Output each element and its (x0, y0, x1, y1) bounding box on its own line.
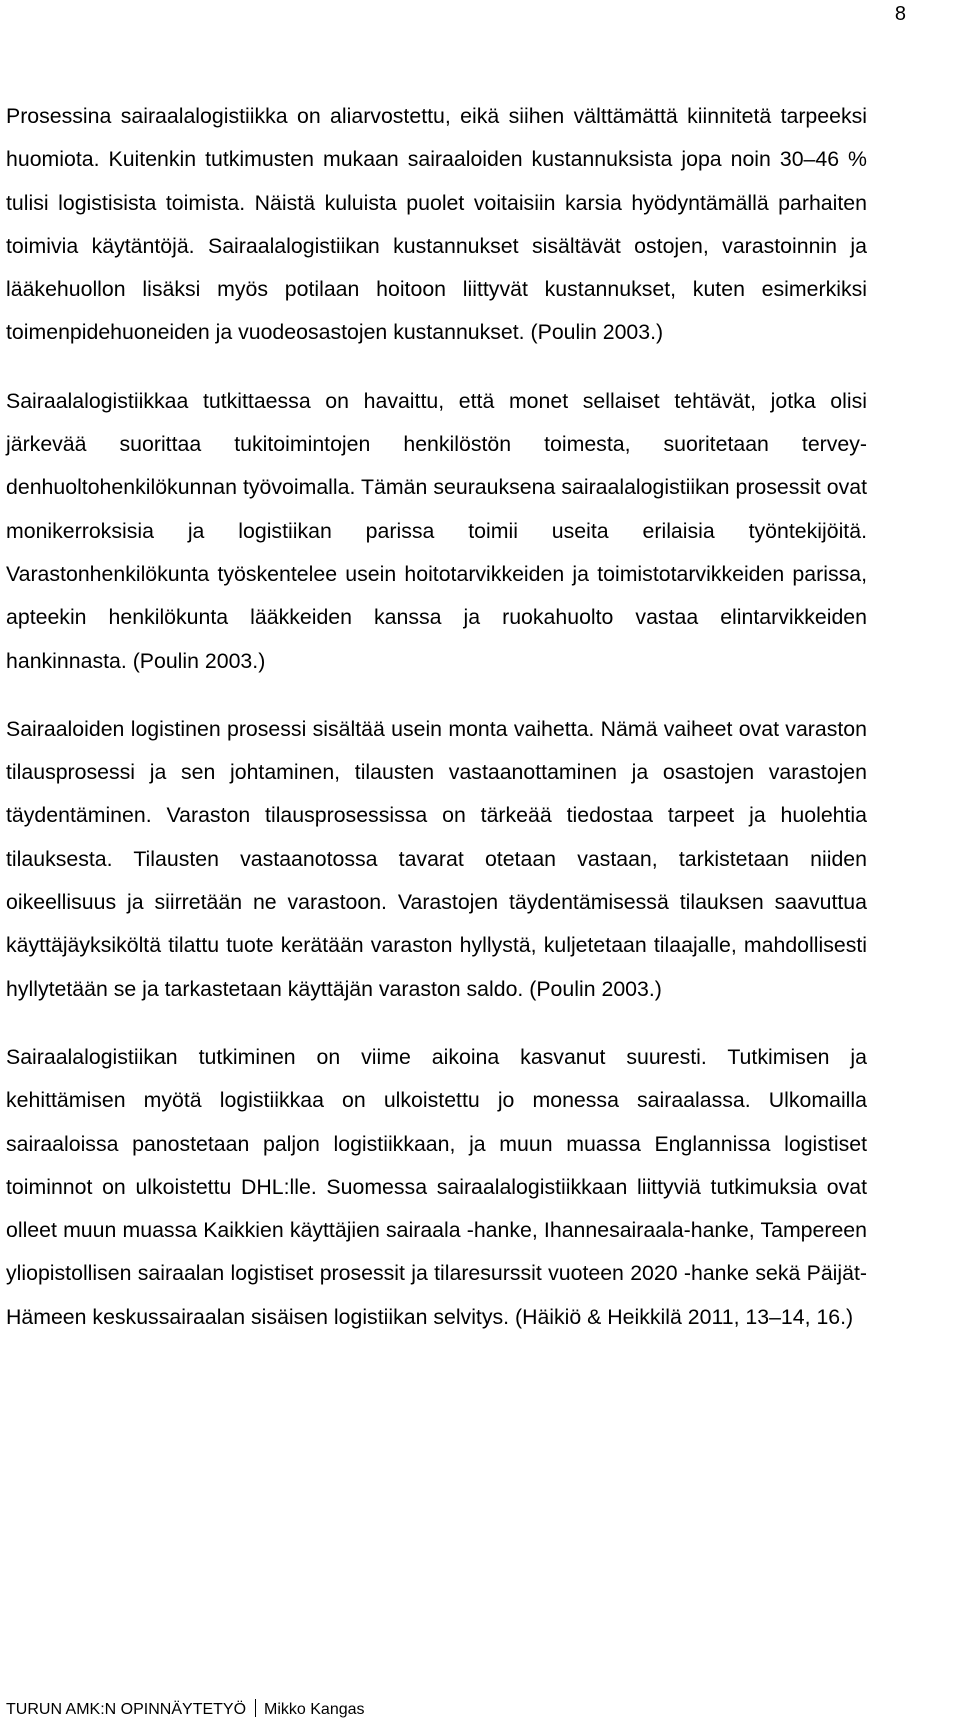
paragraph-3: Sairaaloiden logistinen prosessi sisältää usein monta vaihetta. Nämä vaiheet ovat varaston tilausprosessi ja sen johtaminen, tilausten vastaanottaminen ja osastojen varastojen täydentäminen. Varaston tilausprosessissa on tärkeää tiedostaa tarpeet ja huolehtia tilauksesta. Tilausten vastaanotossa tavarat otetaan vastaan, tarkistetaan niiden oikeellisuus ja siirretään ne varastoon. Varastojen täydentämisessä tilauksen saavuttua käyttäjäyksiköltä tilattu tuote kerätään varaston hyllystä, kuljetetaan tilaajalle, mahdollisesti hyllytetään se ja tarkastetaan käyttäjän varaston saldo. (Poulin 2003.) (6, 716, 867, 1001)
paragraph-2: Sairaalalogistiikkaa tutkittaessa on havaittu, että monet sellaiset tehtävät, jotka olisi järkevää suorittaa tukitoimintojen henkilöstön toimesta, suoritetaan terveydenhuoltohenkilökunnan työvoimalla. Tämän seurauksena sairaalalogistiikan prosessit ovat monikerroksisia ja logistiikan parissa toimii useita erilaisia työntekijöitä. Varastonhenkilökunta työskentelee usein hoitotarvikkeiden ja toimistotarvikkeiden parissa, apteekin henkilökunta lääkkeiden kanssa ja ruokahuolto vastaa elintarvikkeiden hankinnasta. (Poulin 2003.) (6, 388, 867, 673)
page-number: 8 (894, 3, 906, 25)
footer-publication: TURUN AMK:N OPINNÄYTETYÖ (6, 1701, 247, 1718)
page-footer (6, 1699, 365, 1720)
footer-author: Mikko Kangas (264, 1701, 365, 1718)
footer-separator (255, 1699, 256, 1717)
paragraph-1: Prosessina sairaalalogistiikka on aliarvostettu, eikä siihen välttämättä kiinnitetä tarpeeksi huomiota. Kuitenkin tutkimusten mukaan sairaaloiden kustannuksista jopa noin 30–46 % tulisi logistisista toimista. Näistä kuluista puolet voitaisiin karsia hyödyntämällä parhaiten toimivia käytäntöjä. Sairaalalogistiikan kustannukset sisältävät ostojen, varastoinnin ja lääkehuollon lisäksi myös potilaan hoitoon liittyvät kustannukset, kuten esimerkiksi toimenpidehuoneiden ja vuodeosastojen kustannukset. (Poulin 2003.) (6, 104, 867, 345)
paragraph-4: Sairaalalogistiikan tutkiminen on viime aikoina kasvanut suuresti. Tutkimisen ja kehittämisen myötä logistiikkaa on ulkoistettu jo monessa sairaalassa. Ulkomailla sairaaloissa panostetaan paljon logistiikkaan, ja muun muassa Englannissa logistiset toiminnot on ulkoistettu DHL:lle. Suomessa sairaalalogistiikkaan liittyviä tutkimuksia ovat olleet muun muassa Kaikkien käyttäjien sairaala -hanke, Ihannesairaala-hanke, Tampereen yliopistollisen sairaalan logistiset prosessit ja tilaresurssit vuoteen 2020 -hanke sekä Päijät-Hämeen keskussairaalan sisäisen logistiikan selvitys. (Häikiö & Heikkilä 2011, 13–14, 16.) (6, 1044, 867, 1329)
body-text (6, 95, 867, 1364)
